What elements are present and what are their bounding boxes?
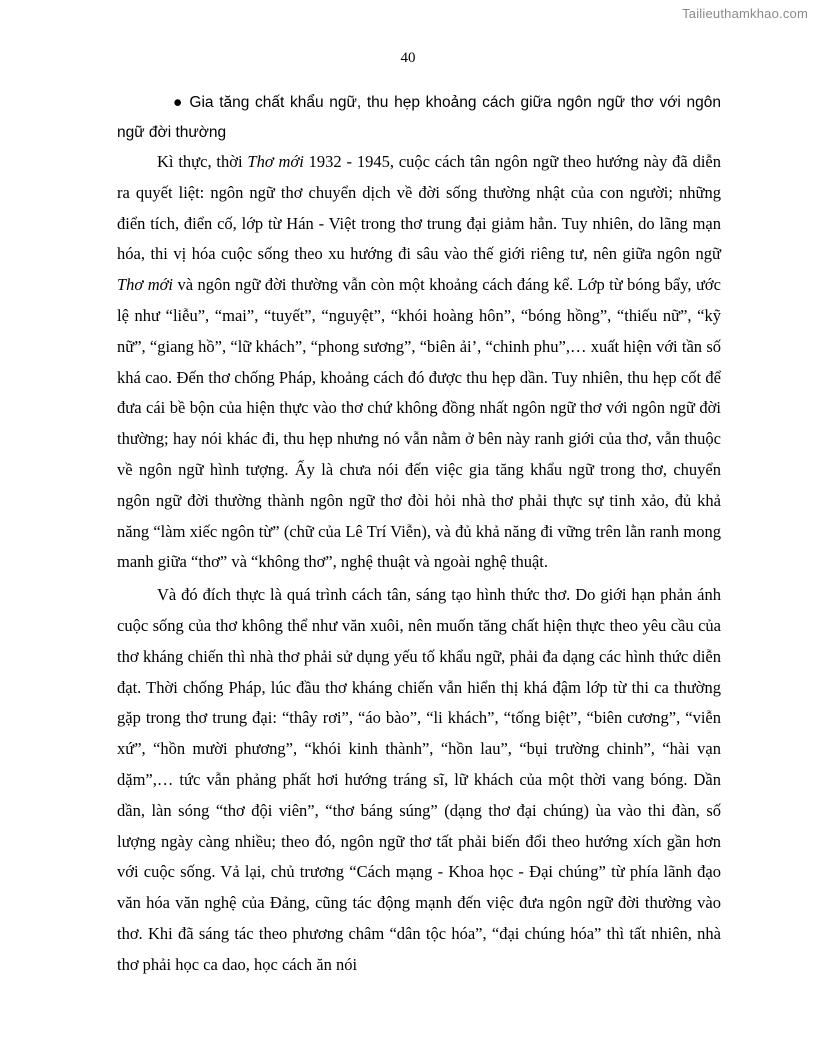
paragraph-text: Và đó đích thực là quá trình cách tân, sáng tạo hình thức thơ. Do giới hạn phản ánh cuộc sống của thơ không thể như văn xuôi, nên muốn tăng chất hiện thực theo yêu cầu của thơ kháng chiến thì nhà thơ phải sử dụng yếu tố khẩu ngữ, phải đa dạng các hình thức diễn đạt. Thời chống Pháp, lúc đầu thơ kháng chiến vẫn hiển thị khá đậm lớp từ thi ca thường gặp trong thơ trung đại: “thây rơi”, “áo bào”, “li khách”, “tống biệt”, “biên cương”, “viễn xứ”, “hồn mười phương”, “khói kinh thành”, “hồn lau”, “bụi trường chinh”, “hài vạn dặm”,… tức vẫn phảng phất hơi hướng tráng sĩ, lữ khách của một thời vang bóng. Dần dần, làn sóng “thơ đội viên”, “thơ báng súng” (dạng thơ đại chúng) ùa vào thi đàn, số lượng ngày càng nhiều; theo đó, ngôn ngữ thơ tất phải biến đổi theo hướng xích gần hơn với cuộc sống. Vả lại, chủ trương “Cách mạng - Khoa học - Đại chúng” từ phía lãnh đạo văn hóa văn nghệ của Đảng, cũng tác động mạnh đến việc đưa ngôn ngữ đời thường vào thơ. Khi đã sáng tác theo phương châm “dân tộc hóa”, “đại chúng hóa” thì tất nhiên, nhà thơ phải học ca dao, học cách ăn nói <box>117 585 721 974</box>
bullet-icon: ● <box>173 94 184 111</box>
paragraph <box>117 147 721 578</box>
watermark: Tailieuthamkhao.com <box>682 6 808 21</box>
paragraph-text: Kì thực, thời <box>157 152 248 171</box>
body-text <box>117 147 721 981</box>
page-number: 40 <box>400 50 416 66</box>
paragraph <box>117 580 721 980</box>
italic-title: Thơ mới <box>117 275 174 295</box>
italic-title: Thơ mới <box>247 152 304 171</box>
paragraph-text: 1932 - 1945, cuộc cách tân ngôn ngữ theo hướng này đã diễn ra quyết liệt: ngôn ngữ thơ chuyển dịch về đời sống thường nhật của con người; những điển tích, điển cố, lớp từ Hán - Việt trong thơ trung đại giảm hẳn. Tuy nhiên, do lãng mạn hóa, thi vị hóa cuộc sống theo xu hướng đi sâu vào thế giới riêng tư, nên giữa ngôn ngữ <box>117 152 721 264</box>
section-heading <box>117 88 721 148</box>
paragraph-text: và ngôn ngữ đời thường vẫn còn một khoảng cách đáng kể. Lớp từ bóng bẩy, ước lệ như “liễu”, “mai”, “tuyết”, “nguyệt”, “khói hoàng hôn”, “bóng hồng”, “thiếu nữ”, “kỹ nữ”, “giang hồ”, “lữ khách”, “phong sương”, “biên ải’, “chinh phu”,… xuất hiện với tần số khá cao. Đến thơ chống Pháp, khoảng cách đó được thu hẹp dần. Tuy nhiên, thu hẹp cốt để đưa cái bề bộn của hiện thực vào thơ chứ không đồng nhất ngôn ngữ thơ với ngôn ngữ đời thường; hay nói khác đi, thu hẹp nhưng nó vẫn nằm ở bên này ranh giới của thơ, vẫn thuộc về ngôn ngữ hình tượng. Ấy là chưa nói đến việc gia tăng khẩu ngữ trong thơ, chuyển ngôn ngữ đời thường thành ngôn ngữ thơ đòi hỏi nhà thơ phải thực sự tinh xảo, đủ khả năng “làm xiếc ngôn từ” (chữ của Lê Trí Viễn), và đủ khả năng đi vững trên lằn ranh mong manh giữa “thơ” và “không thơ”, nghệ thuật và ngoài nghệ thuật. <box>117 275 721 572</box>
section-heading-text: Gia tăng chất khẩu ngữ, thu hẹp khoảng cách giữa ngôn ngữ thơ với ngôn ngữ đời thường <box>117 94 721 141</box>
